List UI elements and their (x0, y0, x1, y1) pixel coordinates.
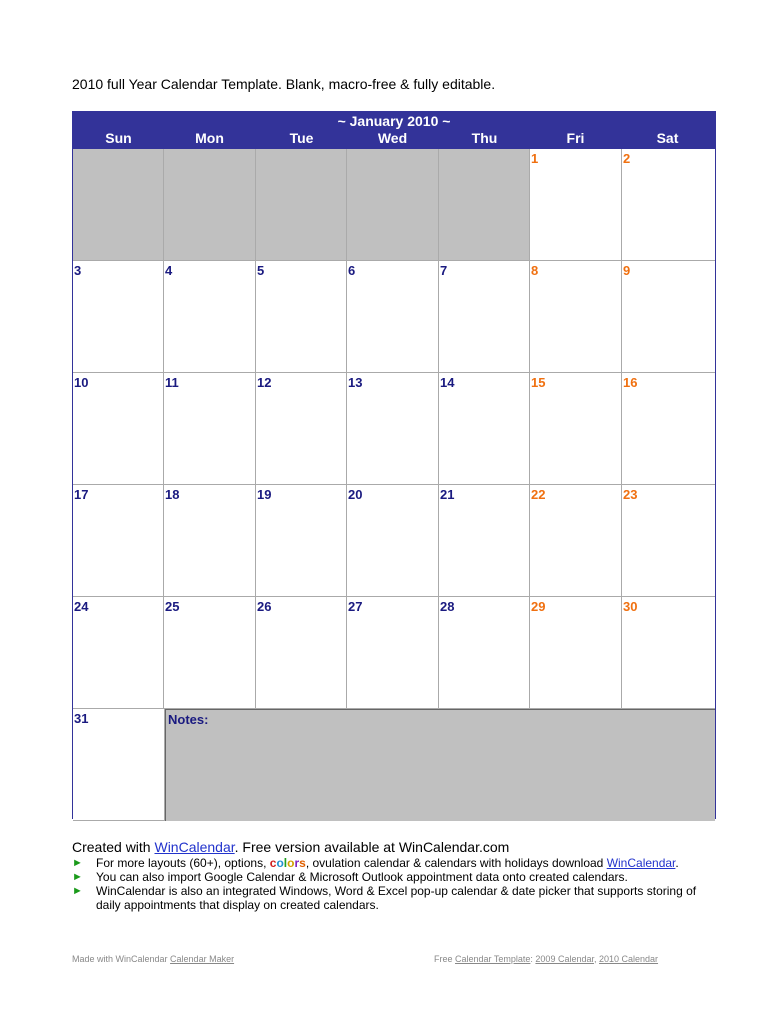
arrow-icon: ► (72, 871, 83, 883)
day-cell[interactable] (73, 709, 165, 821)
day-number: 20 (348, 487, 363, 502)
separator: , (593, 954, 599, 964)
day-number: 10 (74, 375, 89, 390)
day-number: 22 (531, 487, 546, 502)
day-cell[interactable] (347, 261, 439, 373)
week-row (73, 261, 715, 373)
dow-fri: Fri (566, 130, 585, 146)
dow-tue: Tue (289, 130, 314, 146)
calendar-template-link[interactable]: Calendar Template (455, 954, 531, 964)
dow-mon: Mon (195, 130, 224, 146)
day-number: 18 (165, 487, 180, 502)
day-cell[interactable] (256, 597, 347, 709)
day-cell[interactable] (164, 597, 256, 709)
day-number: 16 (623, 375, 638, 390)
day-number: 21 (440, 487, 455, 502)
calendar-maker-link[interactable]: Calendar Maker (170, 954, 235, 964)
dow-thu: Thu (471, 130, 498, 146)
calendar-2010-link[interactable]: 2010 Calendar (599, 954, 659, 964)
day-cell[interactable] (622, 373, 715, 485)
day-cell[interactable] (439, 261, 530, 373)
created-prefix: Created with (72, 839, 155, 855)
day-number: 25 (165, 599, 180, 614)
wincalendar-link[interactable]: WinCalendar (154, 839, 235, 855)
day-number: 8 (531, 263, 539, 278)
day-number: 24 (74, 599, 89, 614)
day-number: 23 (623, 487, 638, 502)
day-number: 2 (623, 151, 631, 166)
day-cell[interactable] (439, 597, 530, 709)
bullet-text: , ovulation calendar & calendars with holidays download (305, 856, 607, 870)
blank-cell (347, 149, 439, 261)
day-number: 27 (348, 599, 363, 614)
day-cell[interactable] (622, 597, 715, 709)
day-number: 6 (348, 263, 356, 278)
day-cell[interactable] (164, 261, 256, 373)
day-cell[interactable] (256, 485, 347, 597)
calendar-table (72, 111, 716, 819)
notes-area[interactable] (165, 709, 715, 821)
week-row (73, 709, 715, 821)
day-number: 13 (348, 375, 363, 390)
dow-sun: Sun (105, 130, 132, 146)
made-with-text: Made with WinCalendar (72, 954, 171, 964)
wincalendar-download-link[interactable]: WinCalendar (606, 856, 676, 870)
dow-sat: Sat (656, 130, 679, 146)
blank-cell (439, 149, 530, 261)
footer-right (434, 954, 658, 964)
week-row (73, 597, 715, 709)
day-cell[interactable] (73, 261, 164, 373)
day-number: 4 (165, 263, 173, 278)
day-cell[interactable] (73, 373, 164, 485)
day-cell[interactable] (530, 149, 622, 261)
day-number: 12 (257, 375, 272, 390)
day-number: 7 (440, 263, 448, 278)
free-text: Free (434, 954, 456, 964)
month-title: ~ January 2010 ~ (337, 113, 451, 129)
day-cell[interactable] (164, 373, 256, 485)
day-cell[interactable] (439, 485, 530, 597)
day-cell[interactable] (73, 597, 164, 709)
day-number: 5 (257, 263, 265, 278)
week-row (73, 149, 715, 261)
day-number: 17 (74, 487, 89, 502)
week-row (73, 485, 715, 597)
day-cell[interactable] (622, 261, 715, 373)
created-suffix: . Free version available at WinCalendar.com (234, 839, 510, 855)
day-number: 9 (623, 263, 631, 278)
day-cell[interactable] (347, 597, 439, 709)
created-with-line (72, 839, 509, 855)
day-number: 30 (623, 599, 638, 614)
blank-cell (256, 149, 347, 261)
day-cell[interactable] (622, 149, 715, 261)
calendar-header (73, 112, 715, 149)
dow-wed: Wed (377, 130, 408, 146)
day-cell[interactable] (622, 485, 715, 597)
blank-cell (164, 149, 256, 261)
blank-cell (73, 149, 164, 261)
page-title: 2010 full Year Calendar Template. Blank, macro-free & fully editable. (72, 76, 496, 92)
day-cell[interactable] (347, 373, 439, 485)
notes-label: Notes: (168, 712, 209, 727)
day-number: 31 (74, 711, 89, 726)
day-cell[interactable] (530, 261, 622, 373)
day-number: 26 (257, 599, 272, 614)
day-cell[interactable] (530, 373, 622, 485)
calendar-2009-link[interactable]: 2009 Calendar (535, 954, 594, 964)
day-cell[interactable] (256, 373, 347, 485)
day-number: 15 (531, 375, 546, 390)
day-cell[interactable] (164, 485, 256, 597)
week-row (73, 373, 715, 485)
day-number: 1 (531, 151, 539, 166)
arrow-icon: ► (72, 885, 83, 897)
bullet-text: For more layouts (60+), options, (96, 856, 270, 870)
day-number: 14 (440, 375, 455, 390)
day-number: 11 (165, 375, 179, 390)
day-cell[interactable] (73, 485, 164, 597)
day-cell[interactable] (347, 485, 439, 597)
day-number: 28 (440, 599, 455, 614)
day-cell[interactable] (530, 597, 622, 709)
bullet-text: WinCalendar is also an integrated Windows, Word & Excel pop-up calendar & date picker that supports storing of daily appointments that display on created calendars. (96, 884, 697, 912)
bullet-text: You can also import Google Calendar & Microsoft Outlook appointment data onto created calendars. (96, 870, 628, 884)
day-cell[interactable] (530, 485, 622, 597)
colors-word: colors (269, 856, 306, 870)
day-cell[interactable] (439, 373, 530, 485)
arrow-icon: ► (72, 857, 83, 869)
day-cell[interactable] (256, 261, 347, 373)
day-number: 19 (257, 487, 272, 502)
footer-left (72, 954, 234, 964)
separator: : (530, 954, 536, 964)
day-number: 29 (531, 599, 546, 614)
day-number: 3 (74, 263, 82, 278)
bullet-text: . (675, 856, 679, 870)
